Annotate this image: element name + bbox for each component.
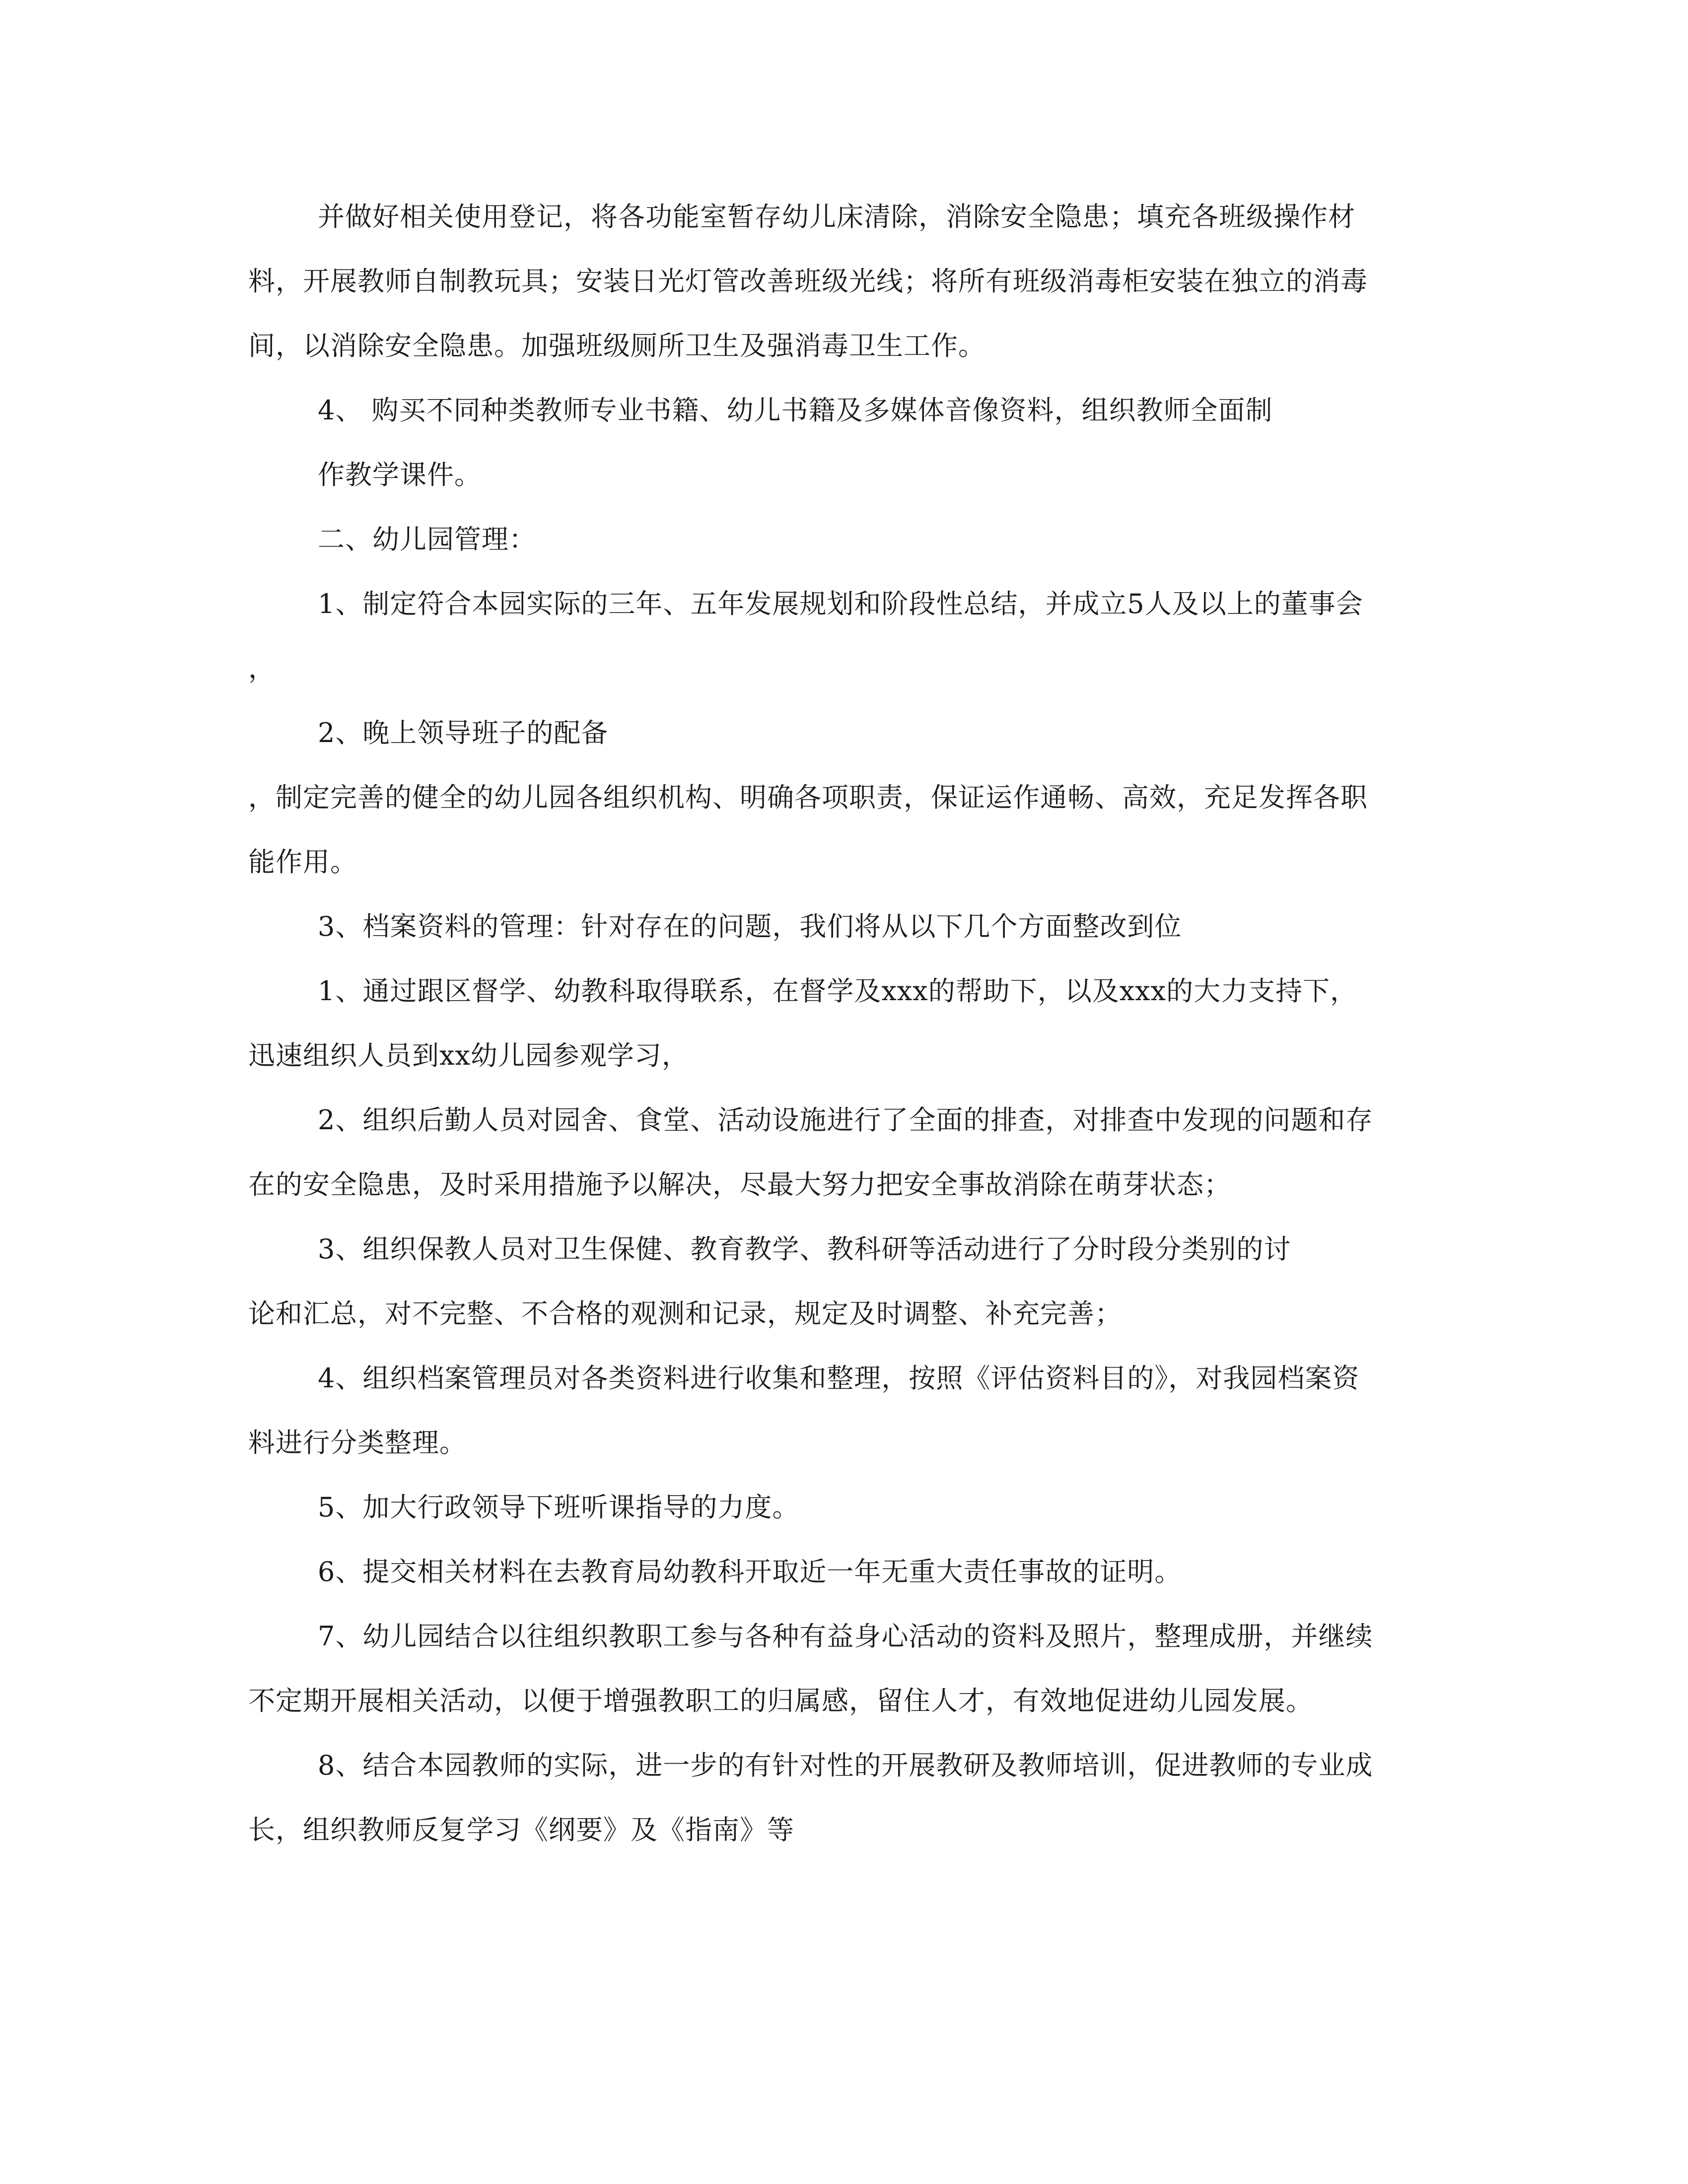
paragraph-line: 论和汇总，对不完整、不合格的观测和记录，规定及时调整、补充完善；	[248, 1298, 1122, 1329]
paragraph-line: 间，以消除安全隐患。加强班级厕所卫生及强消毒卫生工作。	[248, 330, 985, 361]
paragraph-line: 在的安全隐患，及时采用措施予以解决，尽最大努力把安全事故消除在萌芽状态；	[248, 1169, 1231, 1200]
section-heading: 二、幼儿园管理：	[318, 524, 536, 555]
paragraph-line: 作教学课件。	[318, 459, 482, 490]
paragraph-line: 4、组织档案管理员对各类资料进行收集和整理，按照《评估资料目的》，对我园档案资	[318, 1363, 1360, 1394]
paragraph-line: 1、通过跟区督学、幼教科取得联系，在督学及xxx的帮助下，以及xxx的大力支持下，	[318, 975, 1358, 1007]
paragraph-line: 2、晚上领导班子的配备	[318, 717, 609, 749]
paragraph-line: 4、 购买不同种类教师专业书籍、幼儿书籍及多媒体音像资料，组织教师全面制	[318, 395, 1273, 426]
paragraph-line: 6、提交相关材料在去教育局幼教科开取近一年无重大责任事故的证明。	[318, 1556, 1182, 1587]
paragraph-line: 3、组织保教人员对卫生保健、教育教学、教科研等活动进行了分时段分类别的讨	[318, 1233, 1291, 1265]
paragraph-line: 长，组织教师反复学习《纲要》及《指南》等	[248, 1814, 794, 1845]
paragraph-line: 并做好相关使用登记，将各功能室暂存幼儿床清除，消除安全隐患；填充各班级操作材	[318, 201, 1355, 232]
paragraph-line: 料进行分类整理。	[248, 1427, 467, 1458]
paragraph-line: 迅速组织人员到xx幼儿园参观学习，	[248, 1040, 689, 1071]
paragraph-line: 3、档案资料的管理：针对存在的问题，我们将从以下几个方面整改到位	[318, 911, 1182, 942]
paragraph-line: 5、加大行政领导下班听课指导的力度。	[318, 1492, 800, 1523]
paragraph-line: 8、结合本园教师的实际，进一步的有针对性的开展教研及教师培训，促进教师的专业成	[318, 1750, 1373, 1781]
paragraph-line: 1、制定符合本园实际的三年、五年发展规划和阶段性总结，并成立5人及以上的董事会	[318, 588, 1363, 619]
paragraph-line: 不定期开展相关活动，以便于增强教职工的归属感，留住人才，有效地促进幼儿园发展。	[248, 1685, 1313, 1716]
paragraph-line: 料，开展教师自制教玩具；安装日光灯管改善班级光线；将所有班级消毒柜安装在独立的消毒	[248, 266, 1368, 297]
paragraph-line: ，	[248, 653, 276, 684]
paragraph-line: 2、组织后勤人员对园舍、食堂、活动设施进行了全面的排查，对排查中发现的问题和存	[318, 1104, 1373, 1136]
paragraph-line: ，制定完善的健全的幼儿园各组织机构、明确各项职责，保证运作通畅、高效，充足发挥各职	[248, 782, 1368, 813]
paragraph-line: 能作用。	[248, 846, 357, 878]
paragraph-line: 7、幼儿园结合以往组织教职工参与各种有益身心活动的资料及照片，整理成册，并继续	[318, 1621, 1373, 1652]
